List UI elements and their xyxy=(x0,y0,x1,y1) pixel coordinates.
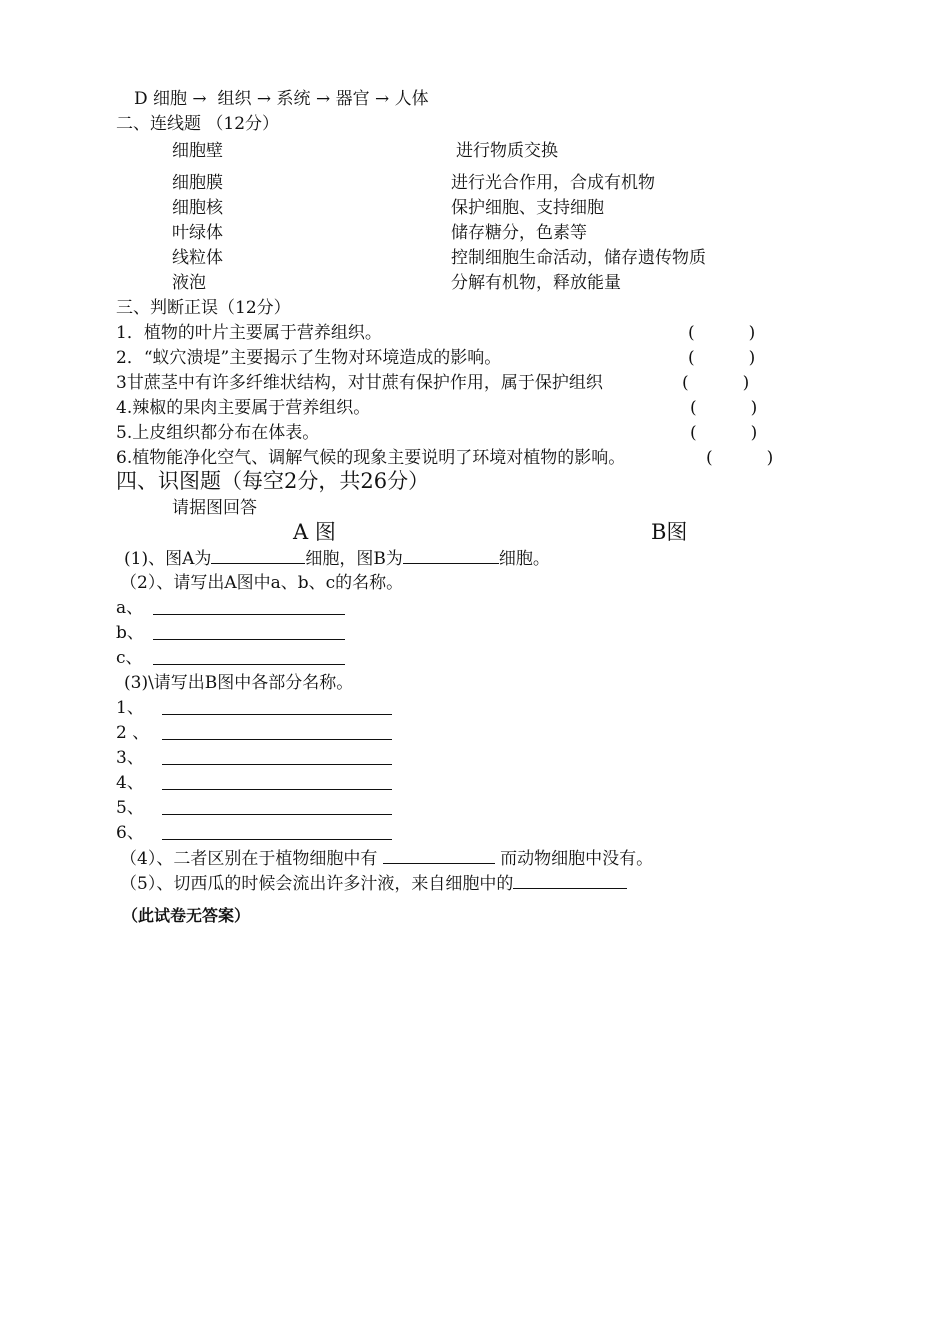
match-right-item: 进行光合作用，合成有机物 xyxy=(451,173,655,193)
judge-item-text: 5.上皮组织都分布在体表。 xyxy=(116,423,320,443)
figure-b-label: B图 xyxy=(651,520,688,544)
q1-option-d: D 细胞 → 组织 → 系统 → 器官 → 人体 xyxy=(134,89,429,109)
match-left-item: 液泡 xyxy=(172,273,206,293)
judge-item-paren: ( ) xyxy=(688,323,756,343)
q42-label: a、 xyxy=(116,598,144,618)
judge-item-text: 2．“蚁穴溃堤”主要揭示了生物对环境造成的影响。 xyxy=(116,348,502,368)
q42-line xyxy=(116,597,143,619)
q42-line xyxy=(116,622,144,644)
q43-label: 5、 xyxy=(116,798,144,818)
match-right-item: 控制细胞生命活动，储存遗传物质 xyxy=(451,248,706,268)
section3-title: 三、判断正误（12分） xyxy=(116,298,291,318)
match-right-item: 保护细胞、支持细胞 xyxy=(451,198,604,218)
section2-title: 二、连线题 （12分） xyxy=(116,114,280,134)
judge-item-paren: ( ) xyxy=(690,423,758,443)
judge-item-paren: ( ) xyxy=(682,373,750,393)
question-4-3: (3)\请写出B图中各部分名称。 xyxy=(124,673,354,693)
q44-part-b: 而动物细胞中没有。 xyxy=(500,849,654,869)
q41-part-b: 细胞，图B为 xyxy=(305,549,403,569)
question-4-1 xyxy=(124,547,550,570)
section4-prompt: 请据图回答 xyxy=(172,498,257,518)
q42-label: c、 xyxy=(116,648,143,668)
question-4-4 xyxy=(120,847,653,870)
q43-label: 4、 xyxy=(116,773,144,793)
no-answer-note: （此试卷无答案） xyxy=(122,906,251,925)
q43-label: 6、 xyxy=(116,823,144,843)
answer-blank[interactable] xyxy=(403,547,499,564)
match-right-item: 分解有机物，释放能量 xyxy=(451,273,621,293)
answer-blank[interactable] xyxy=(162,773,392,790)
q43-label: 2 、 xyxy=(116,723,150,743)
judge-item-text: 1．植物的叶片主要属于营养组织。 xyxy=(116,323,382,343)
match-left-item: 细胞核 xyxy=(172,198,223,218)
match-left-item: 细胞膜 xyxy=(172,173,223,193)
judge-item-paren: ( ) xyxy=(688,348,756,368)
match-right-item: 进行物质交换 xyxy=(456,141,558,161)
q43-label: 3、 xyxy=(116,748,144,768)
q41-part-a: (1)、图A为 xyxy=(124,549,212,569)
answer-blank[interactable] xyxy=(153,598,345,615)
question-4-2: （2）、请写出A图中a、b、c的名称。 xyxy=(120,573,404,593)
judge-item-text: 4.辣椒的果肉主要属于营养组织。 xyxy=(116,398,371,418)
match-left-item: 线粒体 xyxy=(172,248,223,268)
match-left-item: 细胞壁 xyxy=(172,141,223,161)
answer-blank[interactable] xyxy=(383,847,495,864)
judge-item-text: 3甘蔗茎中有许多纤维状结构，对甘蔗有保护作用，属于保护组织 xyxy=(116,373,603,393)
q43-label: 1、 xyxy=(116,698,144,718)
answer-blank[interactable] xyxy=(162,748,392,765)
answer-blank[interactable] xyxy=(162,698,392,715)
section4-title: 四、识图题（每空2分，共26分） xyxy=(116,469,430,493)
answer-blank[interactable] xyxy=(162,798,392,815)
judge-item-paren: ( ) xyxy=(706,448,774,468)
answer-blank[interactable] xyxy=(162,823,392,840)
judge-item-text: 6.植物能净化空气、调解气候的现象主要说明了环境对植物的影响。 xyxy=(116,448,626,468)
match-right-item: 储存糖分，色素等 xyxy=(451,223,587,243)
answer-blank[interactable] xyxy=(211,547,305,564)
answer-blank[interactable] xyxy=(153,623,345,640)
q44-part-a: （4）、二者区别在于植物细胞中有 xyxy=(120,849,378,869)
match-left-item: 叶绿体 xyxy=(172,223,223,243)
q42-line xyxy=(116,647,143,669)
figure-a-label: A 图 xyxy=(293,520,336,544)
question-4-5 xyxy=(120,872,627,895)
q42-label: b、 xyxy=(116,623,144,643)
answer-blank[interactable] xyxy=(153,648,345,665)
answer-blank[interactable] xyxy=(513,872,627,889)
q45-text: （5）、切西瓜的时候会流出许多汁液，来自细胞中的 xyxy=(120,874,514,894)
q41-part-c: 细胞。 xyxy=(498,549,550,569)
answer-blank[interactable] xyxy=(162,723,392,740)
judge-item-paren: ( ) xyxy=(690,398,758,418)
